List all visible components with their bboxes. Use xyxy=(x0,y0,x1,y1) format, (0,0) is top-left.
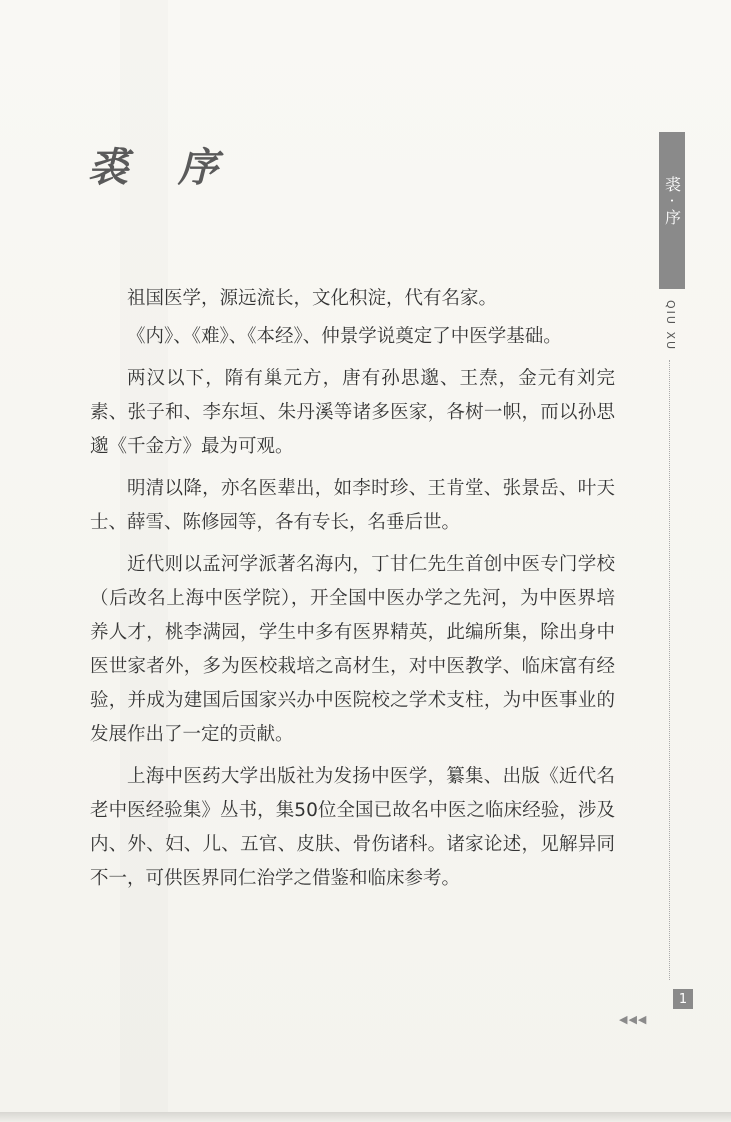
paragraph: 上海中医药大学出版社为发扬中医学，纂集、出版《近代名老中医经验集》丛书，集50位全国已故名中医之临床经验，涉及内、外、妇、儿、五官、皮肤、骨伤诸科。诸家论述，见解异同不一，可供医界同仁治学之借鉴和临床参考。 xyxy=(90,766,615,889)
bottom-edge xyxy=(0,1112,731,1122)
chapter-side-tab xyxy=(659,132,685,289)
side-tab-label: 裘·序 xyxy=(662,176,682,232)
arrow-icon: ◀◀◀ xyxy=(619,1013,648,1026)
paragraph: 近代则以孟河学派著名海内，丁甘仁先生首创中医专门学校（后改名上海中医学院），开全国中医办学之先河，为中医界培养人才，桃李满园，学生中多有医界精英，此编所集，除出身中医世家者外，多为医校栽培之高材生，对中医教学、临床富有经验，并成为建国后国家兴办中医院校之学术支柱，为中医事业的发展作出了一定的贡献。 xyxy=(90,554,615,745)
paragraph: 《内》、《难》、《本经》、仲景学说奠定了中医学基础。 xyxy=(127,326,562,347)
page-number: 1 xyxy=(673,989,693,1009)
paragraph: 祖国医学，源远流长，文化积淀，代有名家。 xyxy=(127,288,498,309)
body-text xyxy=(90,282,615,904)
paragraph: 两汉以下，隋有巢元方，唐有孙思邈、王焘，金元有刘完素、张子和、李东垣、朱丹溪等诸多医家，各树一帜，而以孙思邈《千金方》最为可观。 xyxy=(90,368,615,457)
page-title: 裘 序 xyxy=(88,144,236,191)
side-dotted-line xyxy=(669,360,670,980)
paragraph: 明清以降，亦名医辈出，如李时珍、王肯堂、张景岳、叶天士、薛雪、陈修园等，各有专长，名垂后世。 xyxy=(90,478,615,533)
side-pinyin-label: QIU XU xyxy=(664,300,677,352)
